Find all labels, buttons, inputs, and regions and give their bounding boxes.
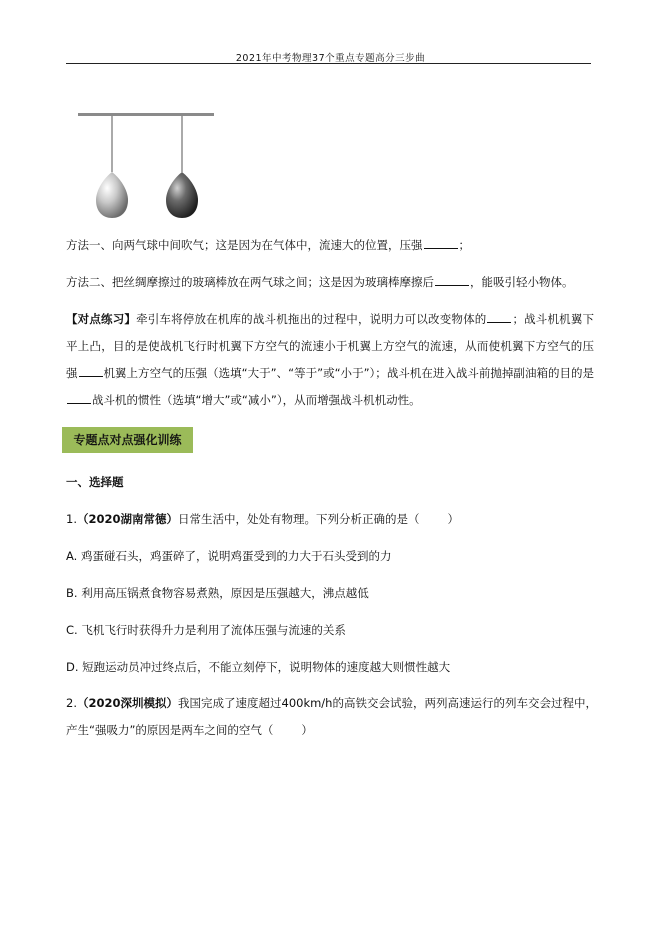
q1-option-c: C. 飞机飞行时获得升力是利用了流体压强与流速的关系 [66,623,346,637]
q1-stem: 日常生活中，处处有物理。下列分析正确的是（ [178,512,420,526]
q2-line2: 产生“强吸力”的原因是两车之间的空气（ [66,723,274,737]
subsection-title: 一、选择题 [66,475,124,489]
q1-close: ） [447,512,459,526]
answer-blank [435,274,469,286]
q1-number: 1. [66,512,77,526]
q1-source: （2020湖南常德） [76,512,178,526]
q1-option-a: A. 鸡蛋碰石头，鸡蛋碎了，说明鸡蛋受到的力大于石头受到的力 [66,549,392,563]
question-2-line1 [66,695,597,711]
left-balloon [96,172,128,218]
question-1 [66,511,459,527]
right-balloon [166,172,198,218]
q2-source: （2020深圳模拟） [76,696,178,710]
q2-close: ） [301,723,313,737]
q1-option-b: B. 利用高压锅煮食物容易煮熟，原因是压强越大，沸点越低 [66,586,369,600]
practice-part3: 机翼上方空气的压强（选填“大于”、“等于”或“小于”）；战斗机在进入战斗前抛掉副油箱的目的是 [103,366,594,380]
practice-part4: 战斗机的惯性（选填“增大”或“减小”），从而增强战斗机机动性。 [92,393,421,407]
question-2-line2 [66,722,313,738]
method1-text: 方法一、向两气球中间吹气；这是因为在气体中，流速大的位置，压强 [66,238,423,252]
practice-label: 【对点练习】 [66,312,137,326]
q1-option-d: D. 短跑运动员冲过终点后，不能立刻停下，说明物体的速度越大则惯性越大 [66,660,451,674]
answer-blank [424,237,458,249]
header-divider [66,63,591,64]
q2-line1: 我国完成了速度超过400km/h的高铁交会试验，两列高速运行的列车交会过程中， [178,696,597,710]
support-bar [78,113,214,116]
answer-blank [487,311,511,323]
method2-text: 方法二、把丝绸摩擦过的玻璃棒放在两气球之间；这是因为玻璃棒摩擦后 [66,275,434,289]
section-title: 专题点对点强化训练 [62,427,193,453]
method2-line [66,274,574,290]
balloons-figure [78,108,218,228]
practice-paragraph [66,306,594,414]
answer-blank [67,392,91,404]
method1-end: ； [458,238,470,252]
practice-part1: 牵引车将停放在机库的战斗机拖出的过程中，说明力可以改变物体的 [136,312,487,326]
method2-end: ，能吸引轻小物体。 [470,275,574,289]
answer-blank [79,365,103,377]
practice-part2: ；战斗机机翼下平上凸，目的是使战机飞行时机翼下方空气的流速小于机翼上方空气的流速，从而使机翼下方空气的压强 [66,312,595,380]
method1-line [66,237,470,253]
q2-number: 2. [66,696,77,710]
page-header-title: 2021年中考物理37个重点专题高分三步曲 [235,53,426,64]
